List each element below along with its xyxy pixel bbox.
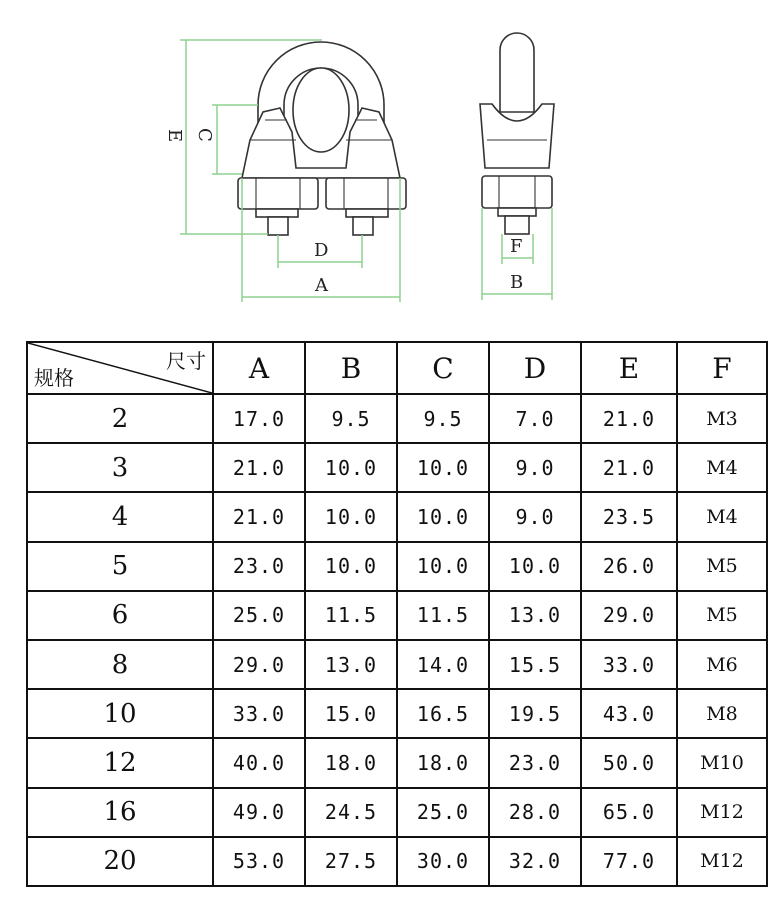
value-cell: 40.0 (213, 738, 305, 787)
value-cell: 25.0 (397, 788, 489, 837)
value-cell: 49.0 (213, 788, 305, 837)
value-cell: 10.0 (397, 443, 489, 492)
value-cell: 30.0 (397, 837, 489, 886)
value-cell: 9.5 (397, 394, 489, 443)
value-cell: 50.0 (581, 738, 677, 787)
value-cell: 24.5 (305, 788, 397, 837)
table-body (27, 394, 767, 886)
size-cell: 5 (27, 542, 213, 591)
value-cell: 10.0 (305, 542, 397, 591)
thread-cell: M12 (677, 788, 767, 837)
value-cell: 19.5 (489, 689, 581, 738)
column-header: A (213, 342, 305, 394)
value-cell: 65.0 (581, 788, 677, 837)
size-cell: 8 (27, 640, 213, 689)
side-view (480, 33, 554, 234)
label-E: E (164, 129, 185, 143)
value-cell: 13.0 (305, 640, 397, 689)
table-row (27, 689, 767, 738)
value-cell: 10.0 (305, 443, 397, 492)
size-cell: 2 (27, 394, 213, 443)
size-cell: 3 (27, 443, 213, 492)
column-header: E (581, 342, 677, 394)
size-cell: 16 (27, 788, 213, 837)
value-cell: 32.0 (489, 837, 581, 886)
value-cell: 10.0 (397, 492, 489, 541)
table-row (27, 492, 767, 541)
value-cell: 10.0 (305, 492, 397, 541)
value-cell: 15.5 (489, 640, 581, 689)
column-header: B (305, 342, 397, 394)
value-cell: 26.0 (581, 542, 677, 591)
label-D: D (314, 240, 329, 261)
thread-cell: M3 (677, 394, 767, 443)
value-cell: 23.5 (581, 492, 677, 541)
size-cell: 6 (27, 591, 213, 640)
thread-cell: M12 (677, 837, 767, 886)
value-cell: 21.0 (581, 443, 677, 492)
value-cell: 21.0 (213, 492, 305, 541)
table-row (27, 788, 767, 837)
value-cell: 23.0 (489, 738, 581, 787)
value-cell: 27.5 (305, 837, 397, 886)
table-row (27, 837, 767, 886)
front-view (238, 42, 406, 235)
value-cell: 33.0 (581, 640, 677, 689)
thread-cell: M5 (677, 542, 767, 591)
size-cell: 4 (27, 492, 213, 541)
label-B: B (510, 272, 524, 293)
value-cell: 23.0 (213, 542, 305, 591)
table-row (27, 394, 767, 443)
value-cell: 18.0 (305, 738, 397, 787)
column-header: F (677, 342, 767, 394)
value-cell: 9.5 (305, 394, 397, 443)
label-A: A (315, 275, 328, 296)
value-cell: 77.0 (581, 837, 677, 886)
column-header: C (397, 342, 489, 394)
label-C: C (194, 128, 215, 142)
table-row (27, 542, 767, 591)
wire-rope-clip-diagram (0, 0, 771, 320)
value-cell: 25.0 (213, 591, 305, 640)
value-cell: 29.0 (581, 591, 677, 640)
value-cell: 11.5 (305, 591, 397, 640)
thread-cell: M6 (677, 640, 767, 689)
header-row (27, 342, 767, 394)
value-cell: 11.5 (397, 591, 489, 640)
value-cell: 15.0 (305, 689, 397, 738)
thread-cell: M10 (677, 738, 767, 787)
table-row (27, 738, 767, 787)
column-header: D (489, 342, 581, 394)
value-cell: 29.0 (213, 640, 305, 689)
value-cell: 9.0 (489, 443, 581, 492)
value-cell: 33.0 (213, 689, 305, 738)
value-cell: 10.0 (489, 542, 581, 591)
label-F: F (510, 236, 523, 257)
table-row (27, 591, 767, 640)
value-cell: 7.0 (489, 394, 581, 443)
value-cell: 17.0 (213, 394, 305, 443)
value-cell: 14.0 (397, 640, 489, 689)
table-row (27, 443, 767, 492)
value-cell: 21.0 (581, 394, 677, 443)
value-cell: 18.0 (397, 738, 489, 787)
size-cell: 20 (27, 837, 213, 886)
corner-label-spec: 规格 (34, 366, 74, 390)
corner-header (27, 342, 213, 394)
value-cell: 9.0 (489, 492, 581, 541)
table-row (27, 640, 767, 689)
value-cell: 16.5 (397, 689, 489, 738)
thread-cell: M5 (677, 591, 767, 640)
thread-cell: M4 (677, 492, 767, 541)
size-cell: 12 (27, 738, 213, 787)
value-cell: 21.0 (213, 443, 305, 492)
thread-cell: M8 (677, 689, 767, 738)
thread-cell: M4 (677, 443, 767, 492)
value-cell: 43.0 (581, 689, 677, 738)
value-cell: 53.0 (213, 837, 305, 886)
specification-table (26, 341, 768, 887)
value-cell: 10.0 (397, 542, 489, 591)
corner-label-dimension: 尺寸 (166, 349, 206, 373)
value-cell: 13.0 (489, 591, 581, 640)
value-cell: 28.0 (489, 788, 581, 837)
size-cell: 10 (27, 689, 213, 738)
